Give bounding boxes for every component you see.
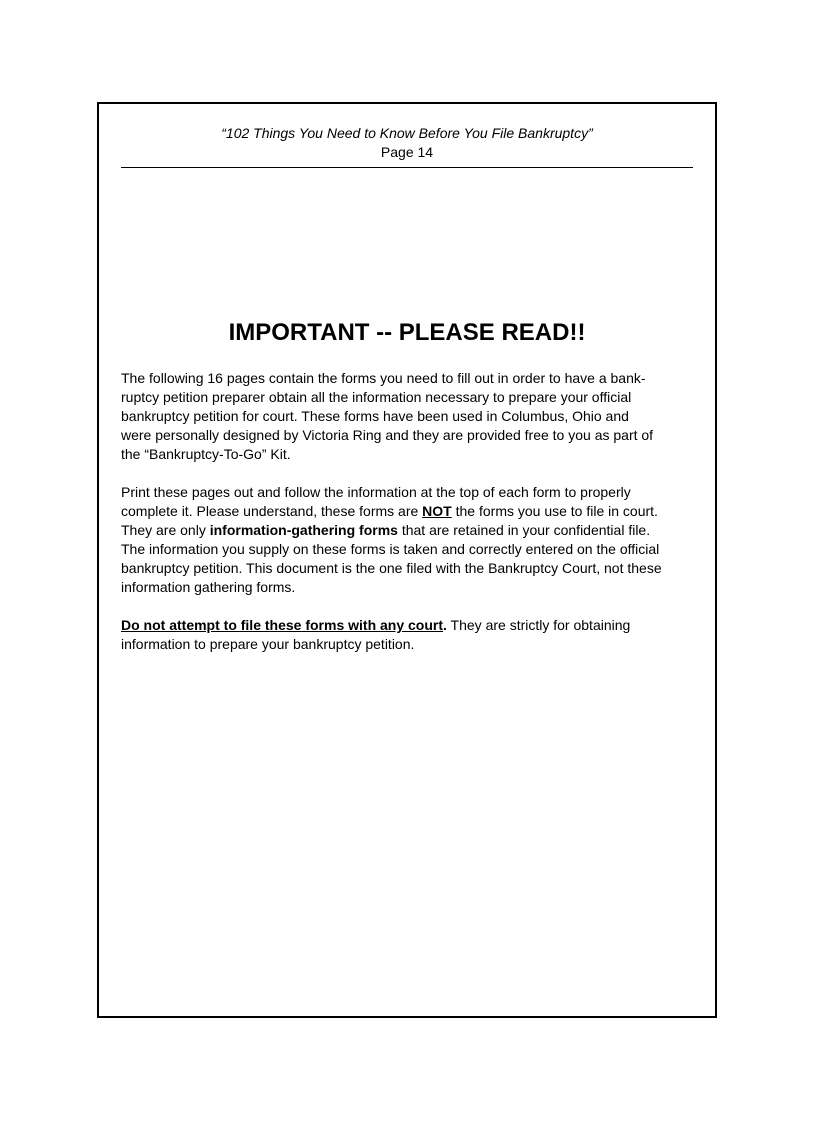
warning-period: . bbox=[443, 617, 447, 633]
text-line: The following 16 pages contain the forms you need to fill out in order to have a bank- bbox=[121, 370, 646, 386]
text-fragment: the forms you use to file in court. bbox=[451, 503, 658, 519]
important-heading: IMPORTANT -- PLEASE READ!! bbox=[228, 319, 586, 346]
text-line bbox=[121, 503, 658, 519]
text-line bbox=[121, 617, 630, 633]
page-frame bbox=[97, 102, 717, 1018]
running-header bbox=[121, 124, 693, 168]
text-line: information to prepare your bankruptcy petition. bbox=[121, 636, 415, 652]
warning-paragraph bbox=[121, 616, 695, 654]
text-fragment: They are only bbox=[121, 522, 210, 538]
text-fragment: that are retained in your confidential file. bbox=[397, 522, 651, 538]
book-title: “102 Things You Need to Know Before You File Bankruptcy” bbox=[221, 125, 593, 141]
warning-emphasis: Do not attempt to file these forms with any court bbox=[121, 617, 444, 633]
intro-paragraph bbox=[121, 369, 695, 464]
not-emphasis: NOT bbox=[422, 503, 452, 519]
text-line: were personally designed by Victoria Ring and they are provided free to you as part of bbox=[121, 427, 654, 443]
text-line: information gathering forms. bbox=[121, 579, 296, 595]
text-fragment: complete it. Please understand, these forms are bbox=[121, 503, 423, 519]
text-line: the “Bankruptcy-To-Go” Kit. bbox=[121, 446, 291, 462]
information-gathering-emphasis: information-gathering forms bbox=[209, 522, 398, 538]
text-line: The information you supply on these forms is taken and correctly entered on the official bbox=[121, 541, 660, 557]
text-line bbox=[121, 522, 650, 538]
text-line: bankruptcy petition for court. These forms have been used in Columbus, Ohio and bbox=[121, 408, 629, 424]
body-text bbox=[121, 369, 695, 673]
text-line: Print these pages out and follow the information at the top of each form to properly bbox=[121, 484, 631, 500]
text-line: ruptcy petition preparer obtain all the information necessary to prepare your official bbox=[121, 389, 632, 405]
text-line: bankruptcy petition. This document is the one filed with the Bankruptcy Court, not these bbox=[121, 560, 662, 576]
page-number: Page 14 bbox=[380, 144, 434, 160]
instructions-paragraph bbox=[121, 483, 695, 597]
text-fragment: They are strictly for obtaining bbox=[446, 617, 631, 633]
